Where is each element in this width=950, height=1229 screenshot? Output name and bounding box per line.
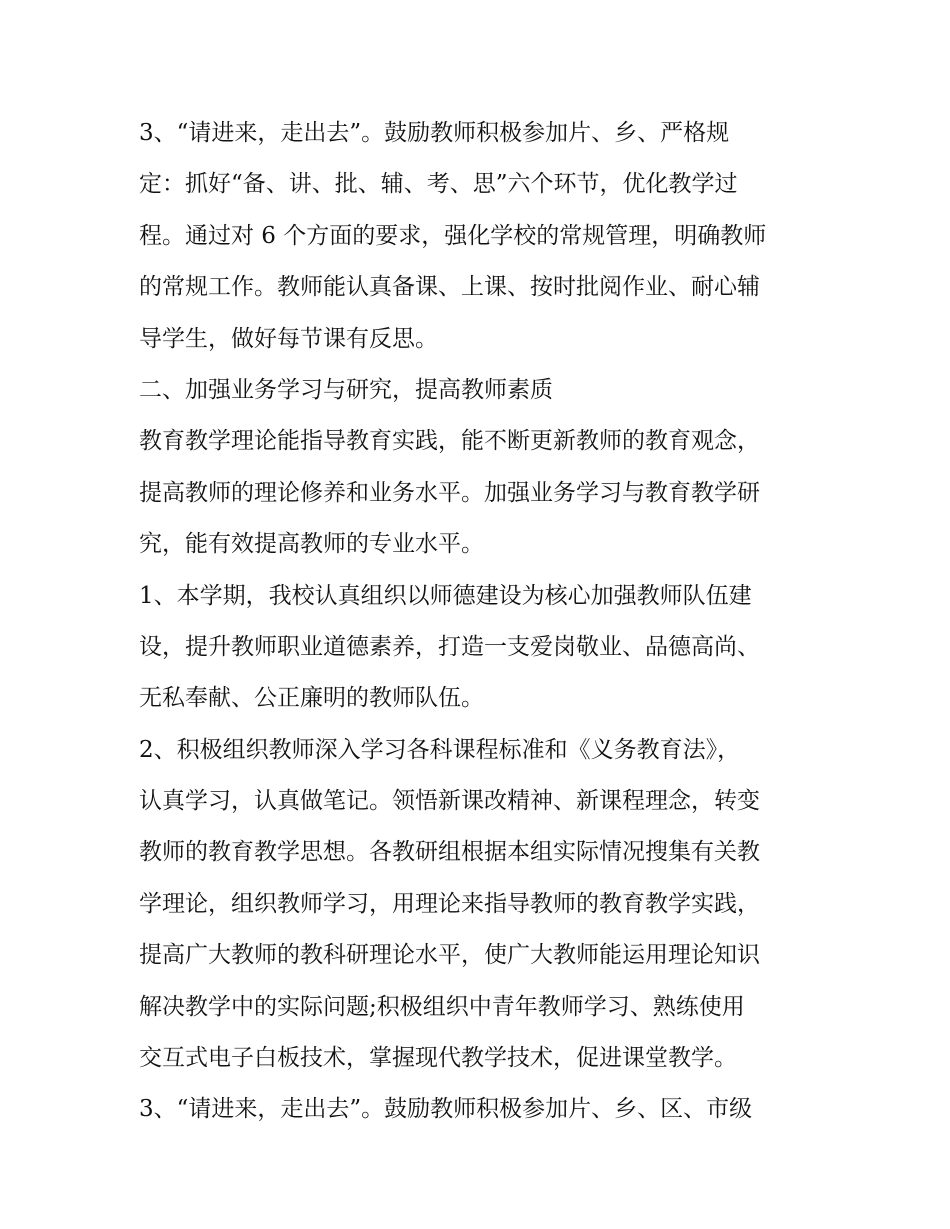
text-line: 究，能有效提高教师的专业水平。 [139, 531, 484, 558]
text-line: 设，提升教师职业道德素养，打造一支爱岗敬业、品德高尚、 [139, 633, 760, 660]
text-line: 教师的教育教学思想。各教研组根据本组实际情况搜集有关教 [139, 839, 760, 866]
text-line: 交互式电子白板技术，掌握现代教学技术，促进课堂教学。 [139, 1045, 737, 1072]
text-line: 认真学习，认真做笔记。领悟新课改精神、新课程理念，转变 [139, 788, 760, 815]
text-line: 的常规工作。教师能认真备课、上课、按时批阅作业、耐心辅 [139, 274, 760, 301]
text-line: 导学生，做好每节课有反思。 [139, 325, 438, 352]
text-line: 程。通过对 6 个方面的要求，强化学校的常规管理，明确教师 [139, 222, 767, 249]
text-line: 1、本学期，我校认真组织以师德建设为核心加强教师队伍建 [139, 582, 752, 609]
text-line: 提高广大教师的教科研理论水平，使广大教师能运用理论知识 [139, 942, 760, 969]
document-body [139, 108, 819, 1136]
text-line: 3、“请进来，走出去”。鼓励教师积极参加片、乡、严格规 [139, 120, 730, 146]
text-line: 解决教学中的实际问题;积极组织中青年教师学习、熟练使用 [139, 993, 745, 1020]
text-line: 2、积极组织教师深入学习各科课程标准和《义务教育法》， [139, 736, 741, 763]
text-line: 教育教学理论能指导教育实践，能不断更新教师的教育观念， [139, 428, 760, 455]
section-heading: 二、加强业务学习与研究，提高教师素质 [139, 376, 553, 403]
text-line: 无私奉献、公正廉明的教师队伍。 [139, 685, 484, 712]
text-line: 3、“请进来，走出去”。鼓励教师积极参加片、乡、区、市级 [139, 1096, 753, 1123]
text-line: 定：抓好“备、讲、批、辅、考、思”六个环节，优化教学过 [139, 171, 738, 198]
text-line: 学理论，组织教师学习，用理论来指导教师的教育教学实践， [139, 890, 760, 917]
text-line: 提高教师的理论修养和业务水平。加强业务学习与教育教学研 [139, 479, 760, 506]
